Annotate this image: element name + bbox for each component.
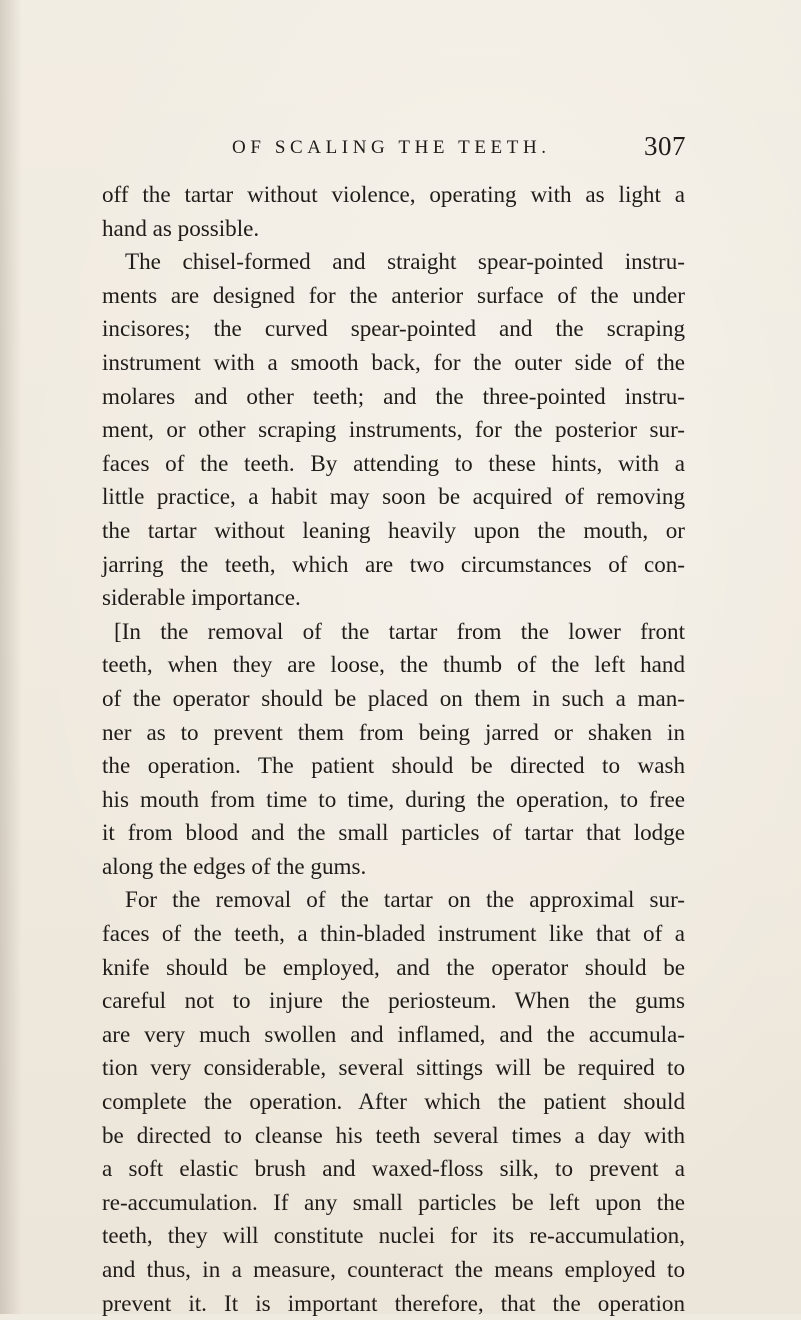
body-text (102, 178, 685, 1320)
text-line: instrument with a smooth back, for the outer side of the (102, 348, 685, 375)
text-line: re-accumulation. If any small particles be left upon the (102, 1188, 685, 1215)
text-line: molares and other teeth; and the three-pointed instru- (102, 382, 685, 409)
text-line: a soft elastic brush and waxed-floss silk, to prevent a (102, 1155, 685, 1182)
text-line: along the edges of the gums. (102, 852, 367, 879)
text-line: tion very considerable, several sittings will be required to (102, 1054, 685, 1081)
text-line: ments are designed for the anterior surface of the under (102, 281, 685, 308)
text-line: off the tartar without violence, operating with as light a (102, 181, 685, 207)
page-number: 307 (644, 131, 686, 161)
text-line: faces of the teeth, a thin-bladed instrument like that of a (102, 920, 685, 947)
text-line: faces of the teeth. By attending to these hints, with a (102, 449, 685, 476)
text-line: and thus, in a measure, counteract the means employed to (102, 1256, 685, 1282)
running-title: OF SCALING THE TEETH. (232, 137, 551, 158)
text-line: of the operator should be placed on them in such a man- (102, 684, 685, 711)
binding-shadow (0, 0, 22, 1314)
text-line: knife should be employed, and the operator should be (102, 953, 685, 980)
text-line: the tartar without leaning heavily upon the mouth, or (102, 516, 685, 543)
text-line: it from blood and the small particles of tartar that lodge (102, 819, 685, 846)
text-line: the operation. The patient should be directed to wash (102, 752, 685, 779)
text-line: careful not to injure the periosteum. When the gums (102, 987, 685, 1014)
text-line: [In the removal of the tartar from the lower front (114, 617, 685, 644)
text-line: are very much swollen and inflamed, and the accumula- (102, 1020, 685, 1047)
text-line: The chisel-formed and straight spear-pointed instru- (125, 248, 685, 275)
text-line: complete the operation. After which the patient should (102, 1088, 685, 1115)
text-line: ner as to prevent them from being jarred or shaken in (102, 718, 685, 745)
text-line: siderable importance. (102, 584, 301, 611)
text-line: be directed to cleanse his teeth several times a day with (102, 1121, 685, 1148)
text-line: hand as possible. (102, 214, 260, 241)
text-line: For the removal of the tartar on the approximal sur- (125, 886, 685, 913)
text-line: teeth, they will constitute nuclei for its re-accumulation, (102, 1222, 685, 1249)
running-head (232, 131, 686, 165)
text-line: ment, or other scraping instruments, for the posterior sur- (102, 416, 685, 443)
text-line: teeth, when they are loose, the thumb of the left hand (102, 651, 685, 678)
text-line: prevent it. It is important therefore, that the operation (102, 1289, 685, 1316)
text-line: his mouth from time to time, during the operation, to free (102, 785, 685, 812)
text-line: jarring the teeth, which are two circumstances of con- (102, 550, 685, 577)
text-line: little practice, a habit may soon be acquired of removing (102, 483, 685, 510)
text-line: incisores; the curved spear-pointed and the scraping (102, 315, 685, 342)
